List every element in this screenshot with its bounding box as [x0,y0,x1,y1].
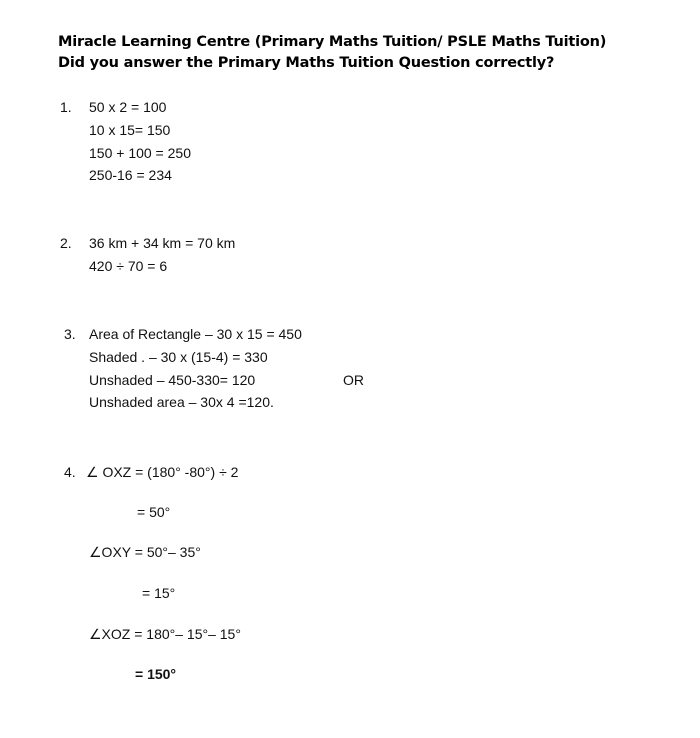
answer-1-line-4: 250-16 = 234 [89,167,172,183]
answer-2-number: 2. [60,235,72,251]
answer-4-line-3: ∠OXY = 50°– 35° [89,544,201,560]
answer-1-line-2: 10 x 15= 150 [89,122,171,138]
answer-4-line-1: ∠ OXZ = (180° -80°) ÷ 2 [86,464,239,480]
page-header [58,32,606,74]
answer-1-number: 1. [60,99,72,115]
answer-2-line-1: 36 km + 34 km = 70 km [89,235,236,251]
answer-3-line-1: Area of Rectangle – 30 x 15 = 450 [89,326,302,342]
answer-1-line-3: 150 + 100 = 250 [89,145,191,161]
answer-3-line-4: Unshaded area – 30x 4 =120. [89,394,274,410]
answer-4-line-4: = 15° [142,585,176,601]
answer-3-or-label: OR [343,372,364,388]
page-subtitle: Did you answer the Primary Maths Tuition Question correctly? [58,55,555,71]
answer-3-line-3: Unshaded – 450-330= 120 [89,372,256,388]
answer-1-line-1: 50 x 2 = 100 [89,99,167,115]
answer-4-line-2: = 50° [137,504,171,520]
answer-4-number: 4. [64,464,76,480]
answer-2-line-2: 420 ÷ 70 = 6 [89,258,168,274]
page-title: Miracle Learning Centre (Primary Maths Tuition/ PSLE Maths Tuition) [58,34,607,50]
answer-4-line-6: = 150° [135,666,177,682]
answer-3-line-2: Shaded . – 30 x (15-4) = 330 [89,349,268,365]
answer-3-number: 3. [64,326,76,342]
answer-4-line-5: ∠XOZ = 180°– 15°– 15° [89,626,241,642]
